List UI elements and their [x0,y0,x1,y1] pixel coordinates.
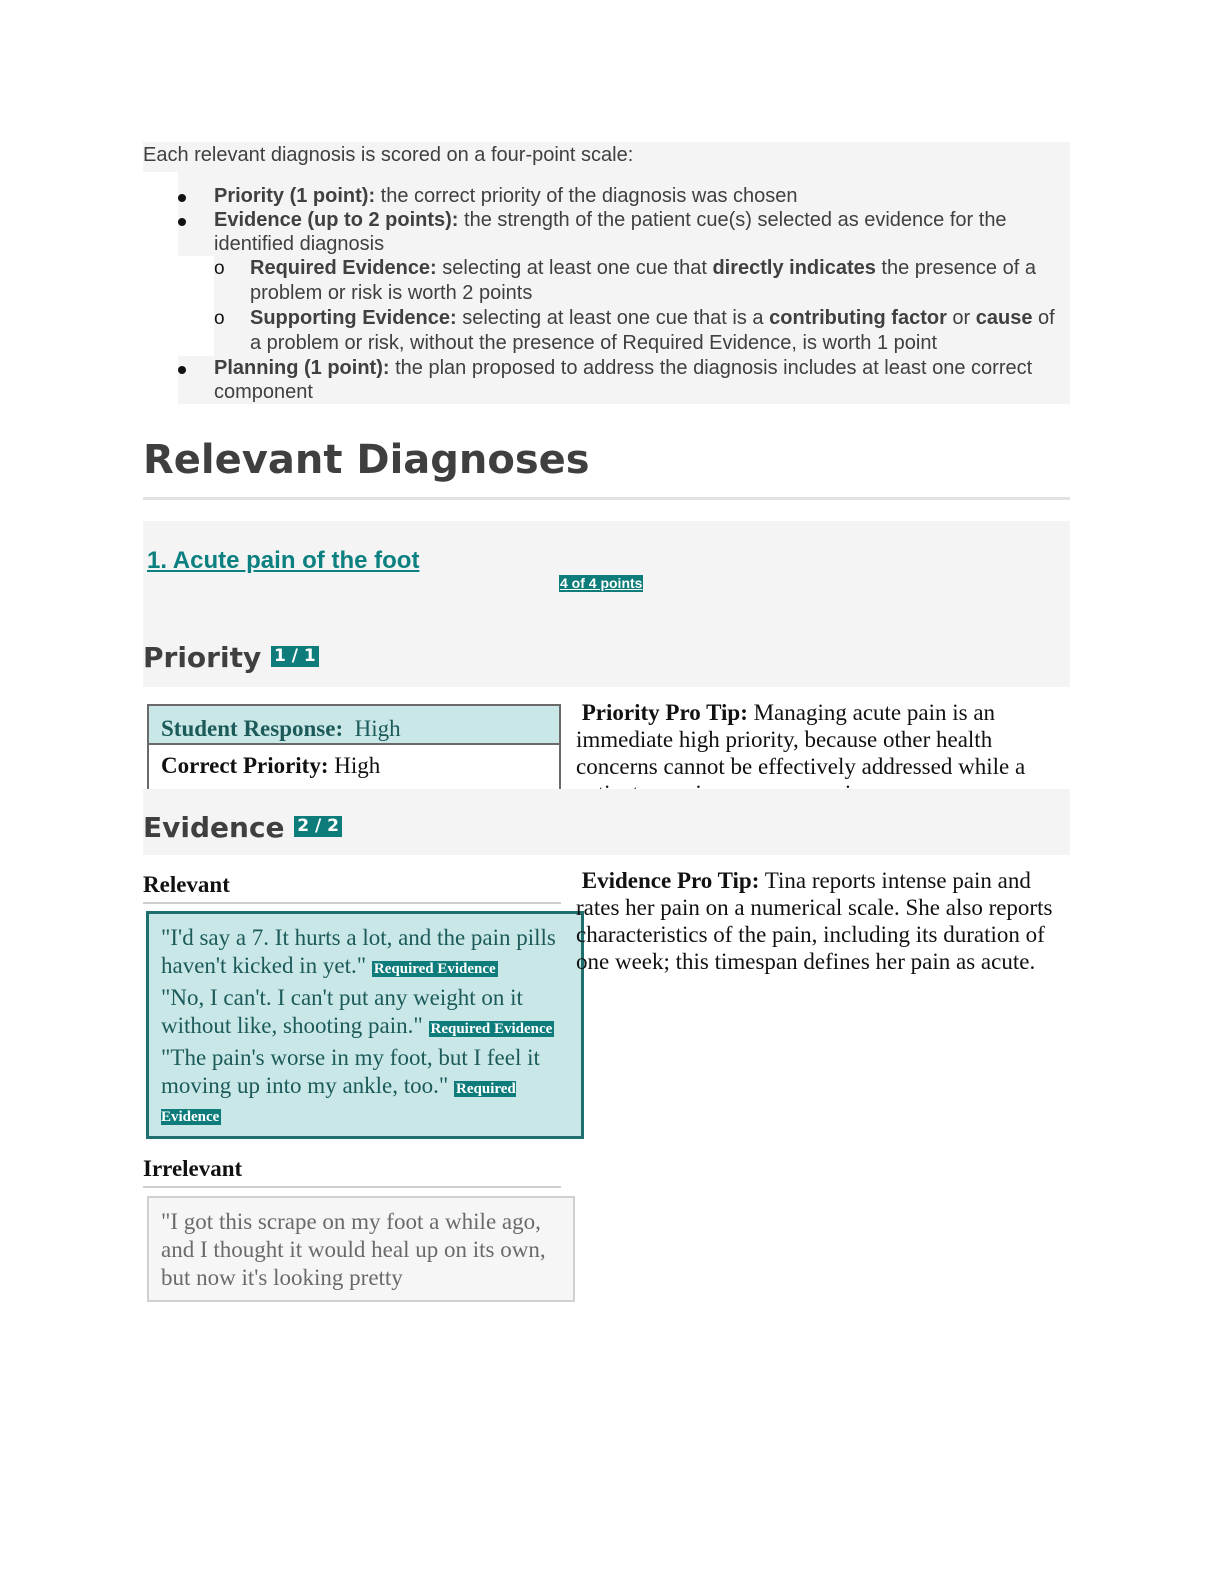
circle-bullet-icon: o [214,258,225,279]
bullet-icon [178,356,214,404]
relevant-evidence-box [146,911,584,1139]
scoring-list [178,172,1070,256]
evidence-cue: "The pain's worse in my foot, but I feel it moving up into my ankle, too." Required Evidence [161,1045,540,1125]
bullet-icon [178,208,214,256]
bullet-icon [178,184,214,208]
student-response-row: Student Response: High [149,706,559,745]
relevant-divider [143,902,561,904]
irrelevant-cue: "I got this scrape on my foot a while ago, and I thought it would heal up on its own, but now it's looking pretty [161,1209,546,1290]
priority-response-table [147,704,561,794]
priority-heading: Priority 1 / 1 [143,641,319,674]
list-item-planning: Planning (1 point): the plan proposed to address the diagnosis includes at least one correct component [178,356,1070,404]
correct-priority-row: Correct Priority: High [149,745,559,785]
irrelevant-evidence-box [147,1196,575,1302]
list-item-evidence: Evidence (up to 2 points): the strength of the patient cue(s) selected as evidence for the identified diagnosis [178,208,1070,256]
evidence-header [143,789,1070,855]
sublist-item-supporting: o Supporting Evidence: selecting at least one cue that is a contributing factor or cause of a problem or risk, without the presence of Required Evidence, is worth 1 point [214,307,1055,354]
evidence-heading: Evidence 2 / 2 [143,811,342,844]
scoring-intro: Each relevant diagnosis is scored on a four-point scale: [143,142,1070,172]
diagnosis-points-badge[interactable]: 4 of 4 points [560,575,643,591]
priority-pro-tip: Priority Pro Tip: Managing acute pain is an immediate high priority, because other health concerns cannot be effectively addressed while a [576,700,1026,779]
diagnosis-header [143,521,1070,687]
priority-score-badge: 1 / 1 [271,646,319,667]
sublist-item-required: o Required Evidence: selecting at least one cue that directly indicates the presence of a problem or risk is worth 2 points [214,257,1036,304]
required-evidence-tag: Required Evidence [161,1081,516,1125]
circle-bullet-icon: o [214,308,225,329]
evidence-lists [143,855,584,1302]
evidence-cue: "No, I can't. I can't put any weight on it without like, shooting pain." Required Evidence [161,985,553,1038]
evidence-pro-tip: Evidence Pro Tip: Tina reports intense pain and rates her pain on a numerical scale. She also reports characteristics of the pain, including its duration of one week; this timespan defines her pain as acute. [576,868,1053,974]
required-evidence-tag: Required Evidence [430,1021,553,1037]
relevant-label: Relevant [143,872,230,897]
evidence-section [143,855,1070,1302]
irrelevant-divider [143,1186,561,1188]
irrelevant-label: Irrelevant [143,1156,243,1181]
page-title: Relevant Diagnoses [143,437,590,483]
diagnosis-title-link[interactable]: 1. Acute pain of the foot [147,547,420,574]
scoring-list-tail [178,356,1070,404]
required-evidence-tag: Required Evidence [373,961,496,977]
list-item-priority: Priority (1 point): the correct priority of the diagnosis was chosen [178,184,1070,208]
evidence-score-badge: 2 / 2 [294,816,342,837]
evidence-cue: "I'd say a 7. It hurts a lot, and the pain pills haven't kicked in yet." Required Evidence [161,925,556,978]
title-divider [143,497,1070,500]
evidence-sublist [214,256,1070,356]
